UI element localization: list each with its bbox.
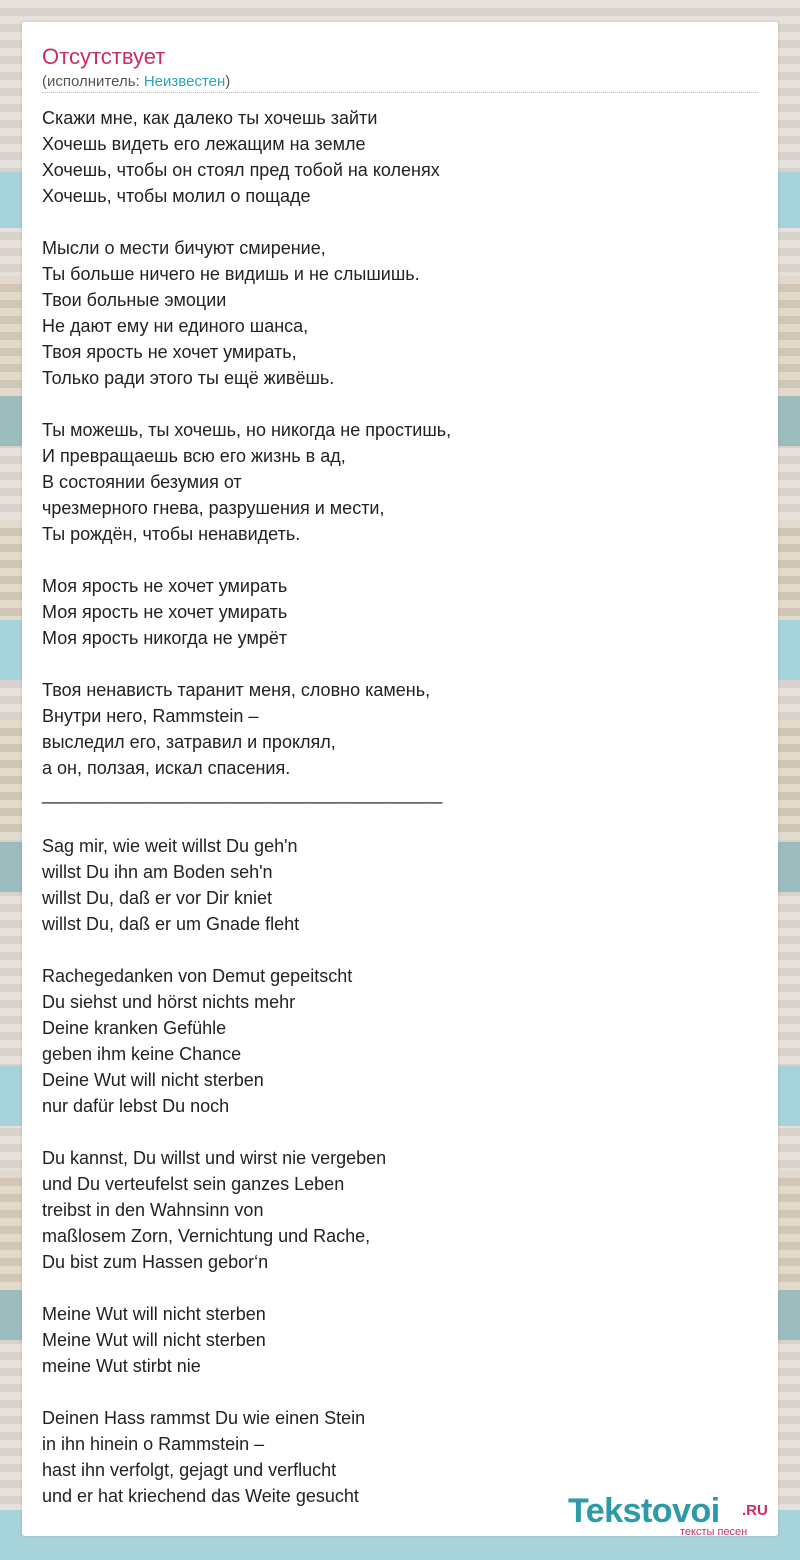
lyric-line: Хочешь, чтобы молил о пощаде	[42, 186, 311, 206]
lyric-line: Хочешь, чтобы он стоял пред тобой на коленях	[42, 160, 440, 180]
watermark-tagline: тексты песен	[680, 1526, 748, 1538]
lyric-line: Du bist zum Hassen gebor‘n	[42, 1252, 269, 1272]
lyric-line: Моя ярость не хочет умирать	[42, 576, 288, 596]
stanza-gap	[42, 807, 742, 833]
lyric-line: Внутри него, Rammstein –	[42, 706, 259, 726]
lyric-line: Du siehst und hörst nichts mehr	[42, 992, 296, 1012]
watermark-tld: .RU	[742, 1502, 768, 1519]
lyric-line: und er hat kriechend das Weite gesucht	[42, 1486, 359, 1506]
song-title: Отсутствует	[42, 44, 166, 69]
artist-suffix: )	[225, 73, 231, 90]
lyric-line: Моя ярость не хочет умирать	[42, 602, 288, 622]
lyric-line: Meine Wut will nicht sterben	[42, 1304, 266, 1324]
lyric-line: und Du verteufelst sein ganzes Leben	[42, 1174, 345, 1194]
stanza-gap	[42, 1379, 742, 1405]
lyric-line: Только ради этого ты ещё живёшь.	[42, 368, 335, 388]
artist-line	[42, 73, 230, 91]
lyric-line: выследил его, затравил и проклял,	[42, 732, 336, 752]
watermark-brand: Tekstovoi	[568, 1492, 720, 1530]
stanza-gap	[42, 1119, 742, 1145]
lyric-line: geben ihm keine Chance	[42, 1044, 242, 1064]
lyric-line: willst Du, daß er vor Dir kniet	[42, 888, 273, 908]
lyric-line: В состоянии безумия от	[42, 472, 242, 492]
lyric-line: И превращаешь всю его жизнь в ад,	[42, 446, 346, 466]
lyric-line: Моя ярость никогда не умрёт	[42, 628, 288, 648]
lyric-line: Скажи мне, как далеко ты хочешь зайти	[42, 108, 378, 128]
lyric-line: willst Du, daß er um Gnade fleht	[42, 914, 300, 934]
lyric-line: Ты больше ничего не видишь и не слышишь.	[42, 264, 420, 284]
lyric-line: Ты рождён, чтобы ненавидеть.	[42, 524, 301, 544]
stanza-gap	[42, 937, 742, 963]
lyric-line: Твоя ярость не хочет умирать,	[42, 342, 297, 362]
stanza-gap	[42, 651, 742, 677]
lyric-line: Deine Wut will nicht sterben	[42, 1070, 264, 1090]
artist-prefix: (исполнитель:	[42, 73, 144, 90]
stanza-gap	[42, 547, 742, 573]
artist-link[interactable]: Неизвестен	[143, 73, 226, 90]
lyric-line: meine Wut stirbt nie	[42, 1356, 201, 1376]
lyric-line: treibst in den Wahnsinn von	[42, 1200, 264, 1220]
lyric-line: Meine Wut will nicht sterben	[42, 1330, 266, 1350]
lyric-line: ________________________________________	[42, 784, 443, 804]
lyric-line: nur dafür lebst Du noch	[42, 1096, 230, 1116]
lyric-line: чрезмерного гнева, разрушения и мести,	[42, 498, 385, 518]
stanza-gap	[42, 209, 742, 235]
lyric-line: willst Du ihn am Boden seh'n	[42, 862, 273, 882]
lyric-line: Deinen Hass rammst Du wie einen Stein	[42, 1408, 366, 1428]
lyric-line: hast ihn verfolgt, gejagt und verflucht	[42, 1460, 337, 1480]
lyric-line: Хочешь видеть его лежащим на земле	[42, 134, 366, 154]
lyric-line: а он, ползая, искал спасения.	[42, 758, 291, 778]
lyric-line: Мысли о мести бичуют смирение,	[42, 238, 326, 258]
lyric-line: maßlosem Zorn, Vernichtung und Rache,	[42, 1226, 371, 1246]
lyric-line: in ihn hinein o Rammstein –	[42, 1434, 265, 1454]
lyric-line: Deine kranken Gefühle	[42, 1018, 227, 1038]
lyric-line: Твоя ненависть таранит меня, словно камень,	[42, 680, 431, 700]
lyric-line: Sag mir, wie weit willst Du geh'n	[42, 836, 298, 856]
lyric-line: Ты можешь, ты хочешь, но никогда не простишь,	[42, 420, 452, 440]
stanza-gap	[42, 1275, 742, 1301]
stanza-gap	[42, 391, 742, 417]
lyric-line: Rachegedanken von Demut gepeitscht	[42, 966, 353, 986]
lyrics-card	[22, 22, 778, 1536]
lyric-line: Твои больные эмоции	[42, 290, 227, 310]
lyrics-text	[42, 105, 742, 1509]
lyric-line: Не дают ему ни единого шанса,	[42, 316, 309, 336]
site-watermark	[568, 1492, 778, 1542]
lyric-line: Du kannst, Du willst und wirst nie vergeben	[42, 1148, 387, 1168]
title-divider	[42, 92, 758, 93]
